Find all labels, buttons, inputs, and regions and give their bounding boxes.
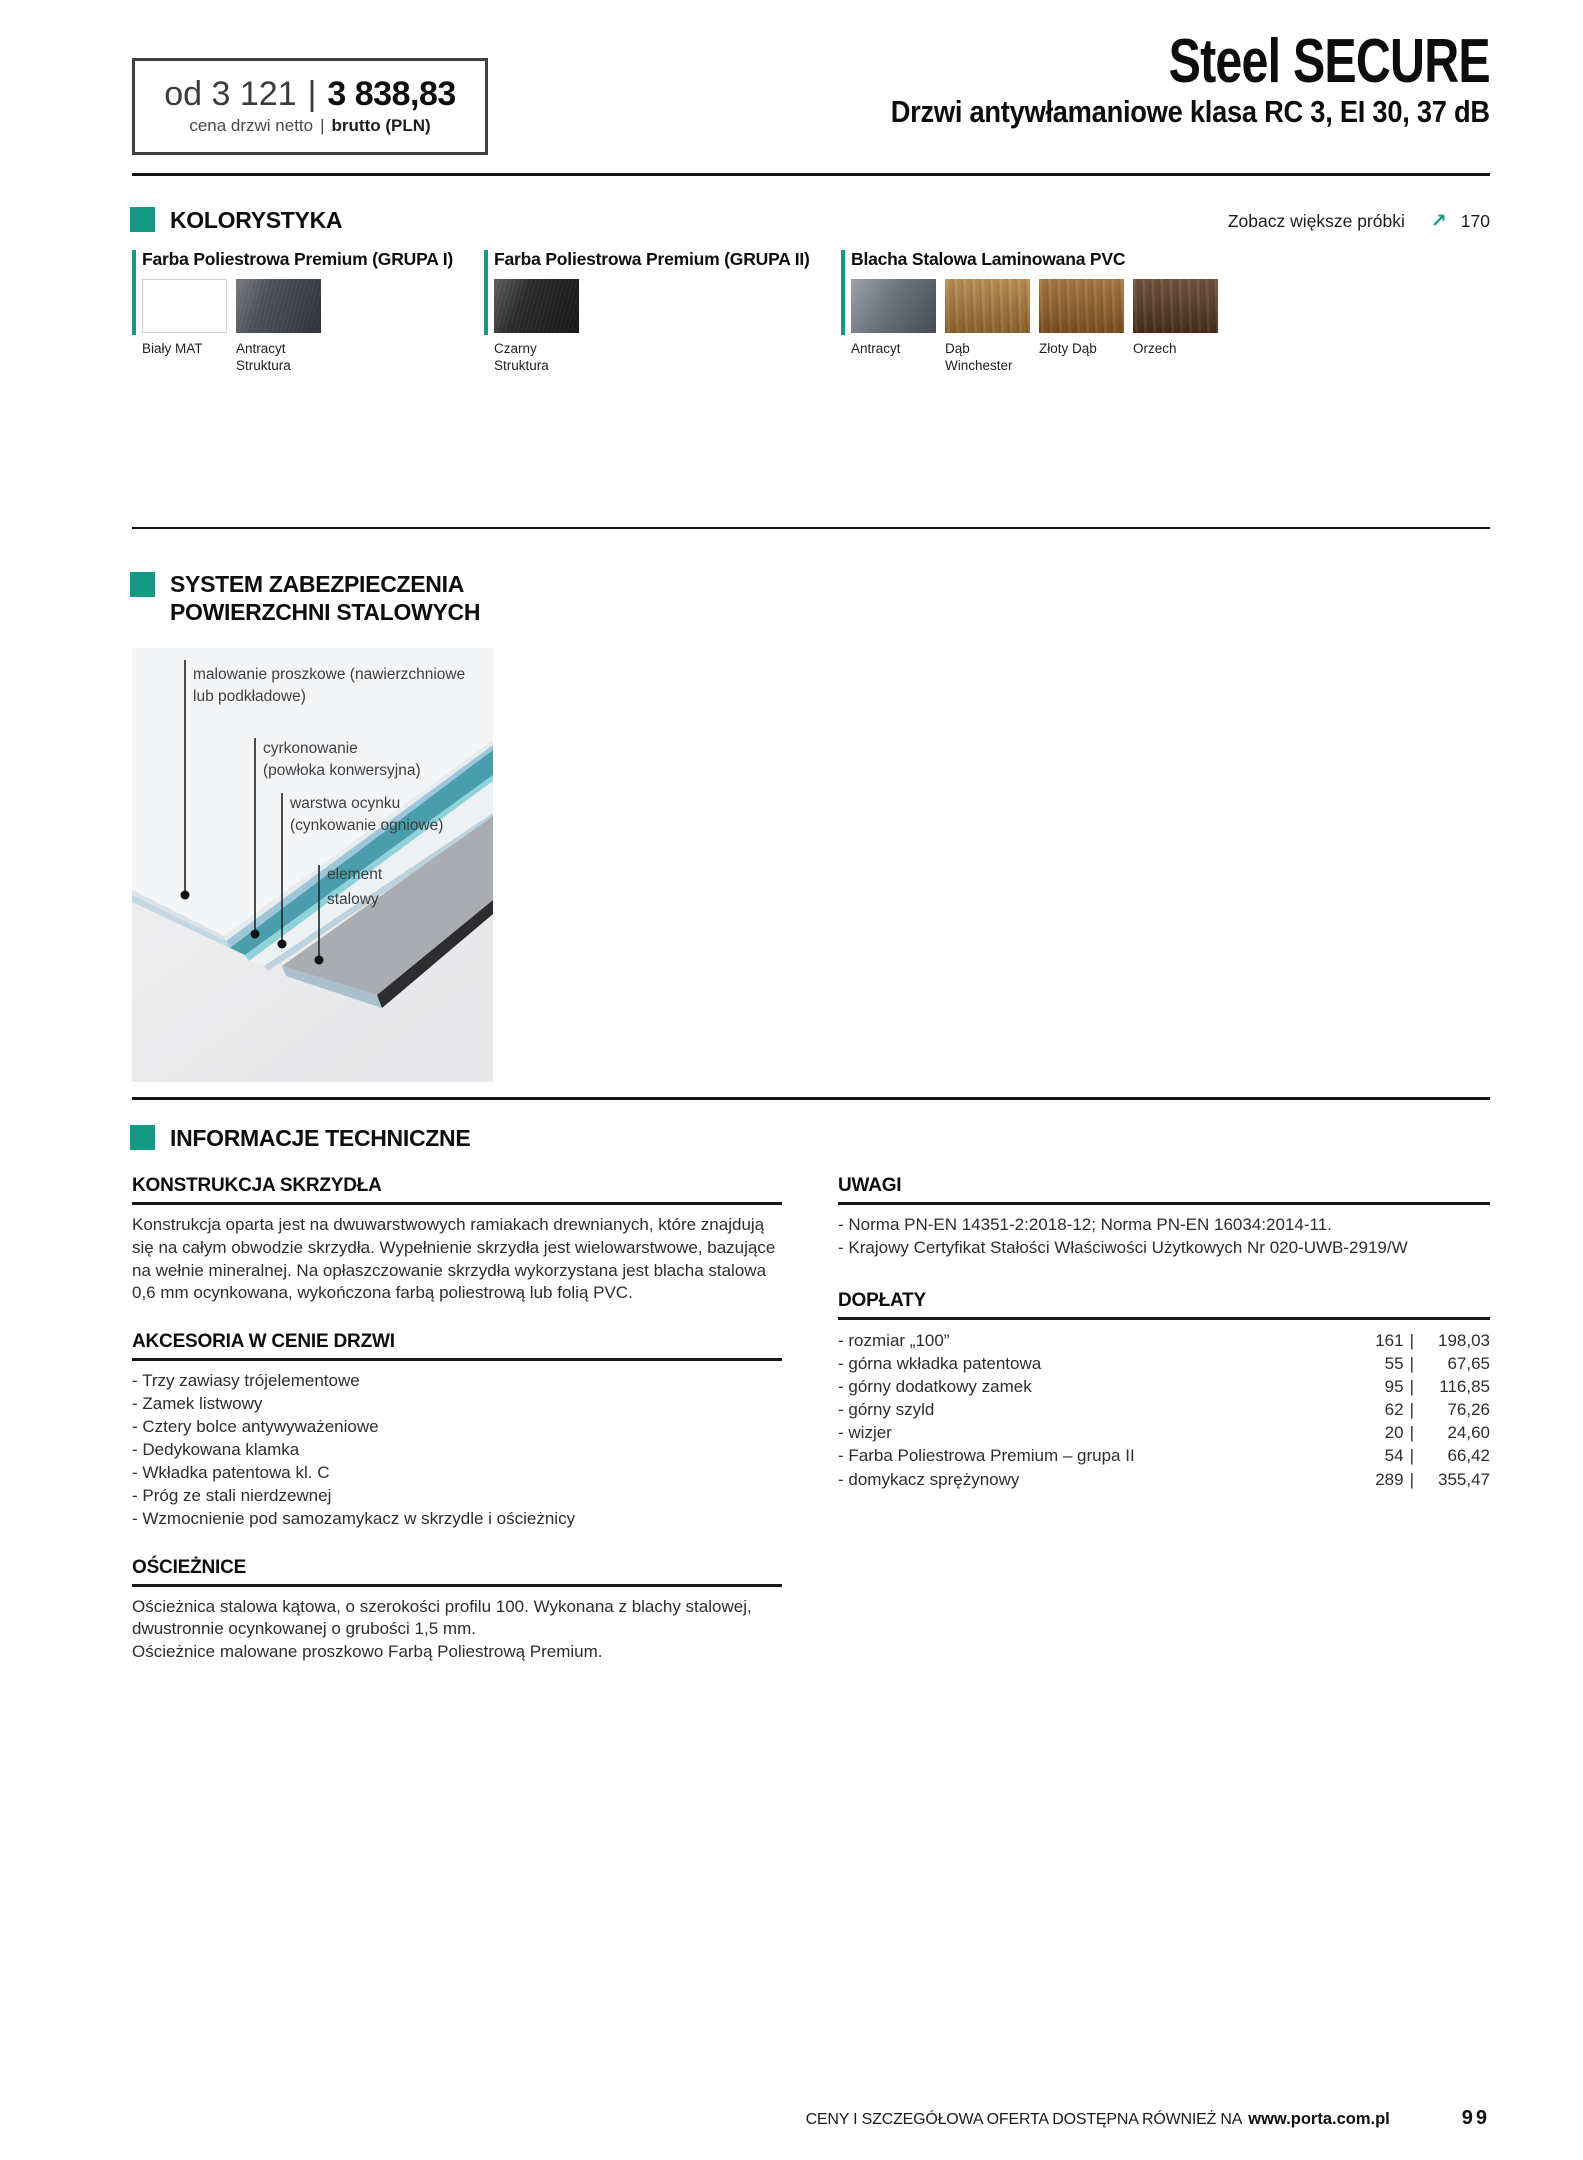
subsection-title: OŚCIEŻNICE xyxy=(132,1557,782,1587)
swatch-group-pvc xyxy=(841,249,1218,375)
surcharge-separator: | xyxy=(1409,1446,1414,1466)
surcharge-netto: 289 xyxy=(1375,1469,1404,1489)
subsection-uwagi xyxy=(838,1175,1490,1260)
swatch-czarny-struktura xyxy=(494,279,579,333)
surcharge-separator: | xyxy=(1409,1423,1414,1443)
section-title-system xyxy=(170,570,480,626)
surcharge-netto: 54 xyxy=(1384,1446,1404,1466)
title-block xyxy=(809,27,1490,130)
swatch-row xyxy=(494,279,810,375)
price-netto: od 3 121 xyxy=(164,75,297,114)
surcharge-brutto: 24,60 xyxy=(1447,1423,1490,1443)
price-box xyxy=(132,58,488,155)
header-divider xyxy=(132,173,1490,176)
swatch-group-title: Blacha Stalowa Laminowana PVC xyxy=(851,249,1126,269)
surcharge-netto: 62 xyxy=(1384,1400,1404,1420)
surcharge-label: - Farba Poliestrowa Premium – grupa II xyxy=(838,1446,1135,1466)
surcharge-brutto: 76,26 xyxy=(1447,1400,1490,1420)
technical-left-column xyxy=(132,1175,782,1664)
list-item: - Cztery bolce antywyważeniowe xyxy=(132,1416,379,1436)
subsection-konstrukcja xyxy=(132,1175,782,1305)
swatch-label: Orzech xyxy=(1133,341,1177,356)
subsection-title: DOPŁATY xyxy=(838,1290,1490,1320)
surcharge-label: - górny szyld xyxy=(838,1400,935,1420)
swatch-group-premium-2 xyxy=(484,249,810,375)
swatch-label: Biały MAT xyxy=(142,341,203,356)
subsection-doplaty xyxy=(838,1290,1490,1491)
swatch-cell xyxy=(851,279,936,375)
surcharge-row xyxy=(838,1375,1490,1398)
swatch-bialy-mat xyxy=(142,279,227,333)
list-item: - Próg ze stali nierdzewnej xyxy=(132,1485,332,1505)
section-divider xyxy=(132,527,1490,529)
see-more-link[interactable] xyxy=(1228,210,1490,233)
swatch-cell xyxy=(142,279,227,375)
section-title-line2: POWIERZCHNI STALOWYCH xyxy=(170,599,481,625)
list-item: - Zamek listwowy xyxy=(132,1394,263,1413)
surcharge-separator: | xyxy=(1409,1353,1414,1373)
diagram-label-steel-2: stalowy xyxy=(327,891,379,908)
price-separator: | xyxy=(307,75,317,114)
steel-layers-illustration xyxy=(132,648,493,1082)
list-item: - Dedykowana klamka xyxy=(132,1439,300,1459)
surcharge-separator: | xyxy=(1409,1330,1414,1350)
diagram-label-zinc: warstwa ocynku xyxy=(290,795,401,812)
surcharge-label: - rozmiar „100” xyxy=(838,1330,950,1350)
subsection-title: AKCESORIA W CENIE DRZWI xyxy=(132,1331,782,1361)
surcharge-row xyxy=(838,1329,1490,1352)
see-more-page-ref: 170 xyxy=(1460,211,1490,231)
leader-dot xyxy=(278,940,287,949)
list-item: - Wzmocnienie pod samozamykacz w skrzydle i ościeżnicy xyxy=(132,1508,576,1528)
surcharge-separator: | xyxy=(1409,1469,1414,1489)
diagram-label-steel: element xyxy=(327,866,383,883)
swatch-row xyxy=(851,279,1218,375)
surcharge-netto: 161 xyxy=(1375,1330,1404,1350)
price-caption-separator: | xyxy=(320,115,325,135)
swatch-group-title: Farba Poliestrowa Premium (GRUPA II) xyxy=(494,249,810,269)
surcharge-brutto: 67,65 xyxy=(1447,1353,1490,1373)
swatch-cell xyxy=(494,279,579,375)
surcharge-brutto: 66,42 xyxy=(1447,1446,1490,1466)
swatch-label: Antracyt Struktura xyxy=(236,341,291,374)
page-subtitle: Drzwi antywłamaniowe klasa RC 3, EI 30, 37 dB xyxy=(890,94,1490,130)
list-item: - Wkładka patentowa kl. C xyxy=(132,1462,330,1482)
list-item: - Trzy zawiasy trójelementowe xyxy=(132,1371,360,1391)
external-arrow-icon: ↗ xyxy=(1430,211,1447,232)
swatch-antracyt-struktura xyxy=(236,279,321,333)
swatch-group-premium-1 xyxy=(132,249,453,375)
leader-dot xyxy=(315,956,324,965)
swatch-antracyt-pvc xyxy=(851,279,936,333)
surcharge-label: - wizjer xyxy=(838,1423,892,1443)
footer-text: CENY I SZCZEGÓŁOWA OFERTA DOSTĘPNA RÓWNIEŻ NA xyxy=(805,2111,1243,2128)
surcharge-row xyxy=(838,1352,1490,1375)
price-caption-netto: cena drzwi netto xyxy=(189,115,314,135)
surcharge-netto: 95 xyxy=(1384,1377,1404,1397)
price-caption-brutto: brutto (PLN) xyxy=(331,115,431,135)
surcharge-label: - górny dodatkowy zamek xyxy=(838,1377,1032,1397)
price-caption xyxy=(189,116,430,136)
surcharge-separator: | xyxy=(1409,1377,1414,1397)
diagram-label-zirconium: cyrkonowanie xyxy=(263,740,358,757)
konstrukcja-body: Konstrukcja oparta jest na dwuwarstwowych ramiakach drewnianych, które znajdują się na całym obwodzie skrzydła. Wypełnienie skrzydła jest wielowarstwowe, bazujące na wełnie mineralnej. Na opłaszczowanie skrzydła wykorzystana jest blacha stalowa 0,6 mm ocynkowana, wykończona farbą poliestrową lub folią PVC. xyxy=(132,1215,776,1303)
surcharge-label: - górna wkładka patentowa xyxy=(838,1353,1042,1373)
swatch-label: Czarny Struktura xyxy=(494,341,549,374)
swatch-cell xyxy=(1133,279,1218,375)
swatch-orzech xyxy=(1133,279,1218,333)
swatch-label: Antracyt xyxy=(851,341,901,356)
swatch-group-title: Farba Poliestrowa Premium (GRUPA I) xyxy=(142,249,453,269)
section-title-line1: SYSTEM ZABEZPIECZENIA xyxy=(170,571,465,597)
diagram-label-zirconium-2: (powłoka konwersyjna) xyxy=(263,762,421,779)
page-number: 99 xyxy=(1461,2107,1490,2129)
list-item: - Krajowy Certyfikat Stałości Właściwości Użytkowych Nr 020-UWB-2919/W xyxy=(838,1237,1408,1257)
price-brutto: 3 838,83 xyxy=(327,75,456,114)
section-divider xyxy=(132,1097,1490,1100)
section-marker-icon xyxy=(130,572,155,597)
diagram-label-paint-2: lub podkładowe) xyxy=(193,688,306,705)
subsection-akcesoria xyxy=(132,1331,782,1531)
subsection-title: KONSTRUKCJA SKRZYDŁA xyxy=(132,1175,782,1205)
surcharge-row xyxy=(838,1468,1490,1491)
subsection-oscieznice xyxy=(132,1557,782,1664)
technical-right-column xyxy=(838,1175,1490,1491)
section-title-kolorystyka: KOLORYSTYKA xyxy=(170,207,343,233)
swatch-dab-winchester xyxy=(945,279,1030,333)
subsection-title: UWAGI xyxy=(838,1175,1490,1205)
swatch-cell xyxy=(1039,279,1124,375)
section-marker-icon xyxy=(130,1125,155,1150)
section-title-informacje: INFORMACJE TECHNICZNE xyxy=(170,1125,471,1151)
leader-dot xyxy=(251,930,260,939)
swatch-zloty-dab xyxy=(1039,279,1124,333)
leader-dot xyxy=(181,891,190,900)
surcharge-row xyxy=(838,1421,1490,1444)
surcharge-netto: 20 xyxy=(1384,1423,1404,1443)
oscieznice-body: Ościeżnica stalowa kątowa, o szerokości profilu 100. Wykonana z blachy stalowej, dwustronnie ocynkowanej o grubości 1,5 mm. xyxy=(132,1596,752,1639)
see-more-label: Zobacz większe próbki xyxy=(1227,211,1405,231)
surcharge-row xyxy=(838,1398,1490,1421)
surcharge-brutto: 198,03 xyxy=(1438,1330,1490,1350)
surcharge-row xyxy=(838,1444,1490,1467)
steel-layers-diagram xyxy=(132,648,493,1082)
section-marker-icon xyxy=(130,207,155,232)
swatch-label: Złoty Dąb xyxy=(1039,341,1097,356)
diagram-label-paint: malowanie proszkowe (nawierzchniowe xyxy=(193,666,466,683)
surcharge-separator: | xyxy=(1409,1400,1414,1420)
page-title: Steel SECURE xyxy=(1168,27,1490,96)
swatch-label: Dąb Winchester xyxy=(945,341,1013,374)
surcharge-brutto: 355,47 xyxy=(1438,1469,1490,1489)
surcharge-brutto: 116,85 xyxy=(1439,1377,1490,1397)
price-line xyxy=(164,77,456,113)
page-footer xyxy=(806,2107,1490,2130)
diagram-label-zinc-2: (cynkowanie ogniowe) xyxy=(290,817,444,834)
footer-url-link[interactable]: www.porta.com.pl xyxy=(1248,2110,1390,2128)
swatch-row xyxy=(142,279,453,375)
surcharge-netto: 55 xyxy=(1384,1353,1404,1373)
surcharge-label: - domykacz sprężynowy xyxy=(838,1469,1020,1489)
oscieznice-body-2: Ościeżnice malowane proszkowo Farbą Poliestrową Premium. xyxy=(132,1642,603,1662)
list-item: - Norma PN-EN 14351-2:2018-12; Norma PN-EN 16034:2014-11. xyxy=(838,1215,1332,1234)
swatch-cell xyxy=(945,279,1030,375)
swatch-cell xyxy=(236,279,321,375)
